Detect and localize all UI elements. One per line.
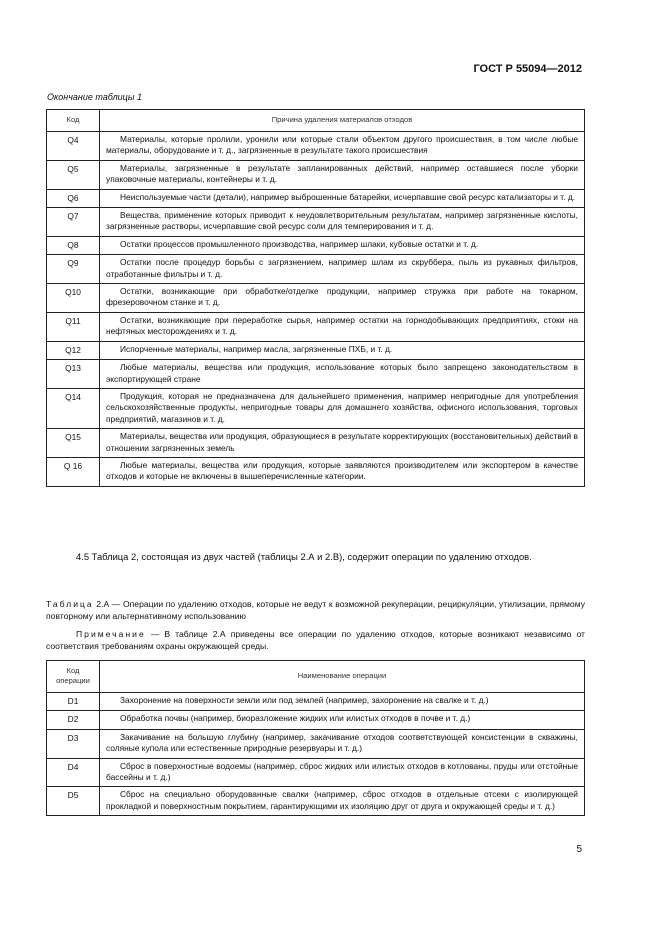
table1-row xyxy=(47,341,585,359)
table2-body xyxy=(47,693,585,816)
table2-text-cell: Сброс на специально оборудованные свалки (например, сброс отходов в отдельные отсеки с изолирующей прокладкой и поверхностным покрытием, гарантирующими их изоляцию друг от друга и окружающей среды и т. д.) xyxy=(100,787,585,816)
table1-row xyxy=(47,160,585,189)
table2-text-cell: Захоронение на поверхности земли или под землей (например, захоронение на свалке и т. д.) xyxy=(100,693,585,711)
note-label: Примечание xyxy=(76,629,146,639)
table1-text-cell: Испорченные материалы, например масла, загрязненные ПХБ, и т. д. xyxy=(100,341,585,359)
table2-code-cell: D4 xyxy=(47,758,100,787)
table1-code-cell: Q10 xyxy=(47,284,100,313)
table1-col-code: Код xyxy=(47,110,100,132)
table2-code-cell: D3 xyxy=(47,729,100,758)
table2-col-code-line2: операции xyxy=(56,676,90,685)
table1-code-cell: Q7 xyxy=(47,208,100,237)
note-text: — В таблице 2.А приведены все операции по удалению отходов, которые возникают независимо от соответствия требованиям охраны окружающей среды. xyxy=(46,629,585,651)
table1-row xyxy=(47,132,585,161)
table1-text-cell: Любые материалы, вещества или продукция, которые заявляются производителем или экспортером в качестве отходов и которые не включены в вышеперечисленные категории. xyxy=(100,457,585,486)
table2-code-cell: D5 xyxy=(47,787,100,816)
table1-code-cell: Q9 xyxy=(47,255,100,284)
standard-code: ГОСТ Р 55094—2012 xyxy=(473,63,582,75)
table1-row xyxy=(47,208,585,237)
table2 xyxy=(46,660,585,816)
table2-row xyxy=(47,711,585,729)
table1-body xyxy=(47,132,585,487)
table1-text-cell: Материалы, которые пролили, уронили или которые стали объектом другого происшествия, в том числе любые материалы, оборудование и т. д., загрязненные в результате такого происшествия xyxy=(100,132,585,161)
table1-code-cell: Q5 xyxy=(47,160,100,189)
table2-row xyxy=(47,693,585,711)
table2-text-cell: Обработка почвы (например, биоразложение жидких или илистых отходов в почве и т. д.) xyxy=(100,711,585,729)
table1-code-cell: Q 16 xyxy=(47,457,100,486)
table1-code-cell: Q6 xyxy=(47,189,100,207)
table1-text-cell: Продукция, которая не предназначена для дальнейшего применения, например непригодные для употребления сельскохозяйственные продукты, непригодные товары для домашнего хозяйства, офисного использования, торговых предприятий, магазинов и т. д. xyxy=(100,388,585,428)
table1-code-cell: Q14 xyxy=(47,388,100,428)
paragraph-4-5: 4.5 Таблица 2, состоящая из двух частей (таблицы 2.А и 2.В), содержит операции по удалению отходов. xyxy=(76,551,532,562)
table1-caption: Окончание таблицы 1 xyxy=(47,92,142,102)
table1-code-cell: Q4 xyxy=(47,132,100,161)
table2-code-cell: D1 xyxy=(47,693,100,711)
table2-row xyxy=(47,758,585,787)
table1-code-cell: Q11 xyxy=(47,312,100,341)
table2-row xyxy=(47,729,585,758)
table1-code-cell: Q13 xyxy=(47,360,100,389)
table1-text-cell: Вещества, применение которых приводит к неудовлетворительным результатам, например загрязненные кислоты, загрязненные растворы, исчерпавшие свой ресурс соли для темперирования и т. д. xyxy=(100,208,585,237)
page-number: 5 xyxy=(576,844,582,855)
table1-row xyxy=(47,255,585,284)
table2-text-cell: Закачивание на большую глубину (например, закачивание отходов соответствующей консистенции в скважины, соляные купола или естественные природные резервуары и т. д.) xyxy=(100,729,585,758)
table1-text-cell: Остатки, возникающие при обработке/отделке продукции, например стружка при работе на токарном, фрезеровочном станке и т. д. xyxy=(100,284,585,313)
table2a-title xyxy=(46,599,585,622)
table1-text-cell: Остатки, возникающие при переработке сырья, например остатки на горнодобывающих предприятиях, стоки на нефтяных месторождениях и т. д. xyxy=(100,312,585,341)
table2-col-name: Наименование операции xyxy=(100,661,585,693)
table1-row xyxy=(47,429,585,458)
table2-text-cell: Сброс в поверхностные водоемы (например, сброс жидких или илистых отходов в котлованы, пруды или отстойные бассейны и т. д.) xyxy=(100,758,585,787)
table1-header-row xyxy=(47,110,585,132)
table1-text-cell: Остатки после процедур борьбы с загрязнением, например шлам из скруббера, пыль из рукавных фильтров, отработанные фильтры и т. д. xyxy=(100,255,585,284)
table1-row xyxy=(47,284,585,313)
table2-code-cell: D2 xyxy=(47,711,100,729)
table2-col-code xyxy=(47,661,100,693)
table1-row xyxy=(47,360,585,389)
table1-text-cell: Неиспользуемые части (детали), например выброшенные батарейки, исчерпавшие свой ресурс катализаторы и т. д. xyxy=(100,189,585,207)
table1-text-cell: Любые материалы, вещества или продукция, использование которых было запрещено законодательством в экспортирующей стране xyxy=(100,360,585,389)
table1-code-cell: Q15 xyxy=(47,429,100,458)
table2a-title-label: Таблица xyxy=(46,599,94,609)
table2-row xyxy=(47,787,585,816)
table1-row xyxy=(47,457,585,486)
table1 xyxy=(46,109,585,487)
table1-col-reason: Причина удаления материалов отходов xyxy=(100,110,585,132)
table2-col-code-line1: Код xyxy=(66,666,80,675)
table1-code-cell: Q12 xyxy=(47,341,100,359)
table1-text-cell: Материалы, загрязненные в результате запланированных действий, например оставшиеся после уборки упаковочные материалы, контейнеры и т. д. xyxy=(100,160,585,189)
table2a-title-text: 2.А — Операции по удалению отходов, которые не ведут к возможной рекуперации, рециркуляции, утилизации, прямому повторному или альтернативному использованию xyxy=(46,599,585,621)
table1-row xyxy=(47,189,585,207)
table1-code-cell: Q8 xyxy=(47,236,100,254)
note xyxy=(46,629,585,652)
table1-row xyxy=(47,236,585,254)
table1-text-cell: Остатки процессов промышленного производства, например шлаки, кубовые остатки и т. д. xyxy=(100,236,585,254)
table1-row xyxy=(47,312,585,341)
table1-text-cell: Материалы, вещества или продукция, образующиеся в результате корректирующих (восстановительных) действий в отношении загрязненных земель xyxy=(100,429,585,458)
table2-header-row xyxy=(47,661,585,693)
table1-row xyxy=(47,388,585,428)
